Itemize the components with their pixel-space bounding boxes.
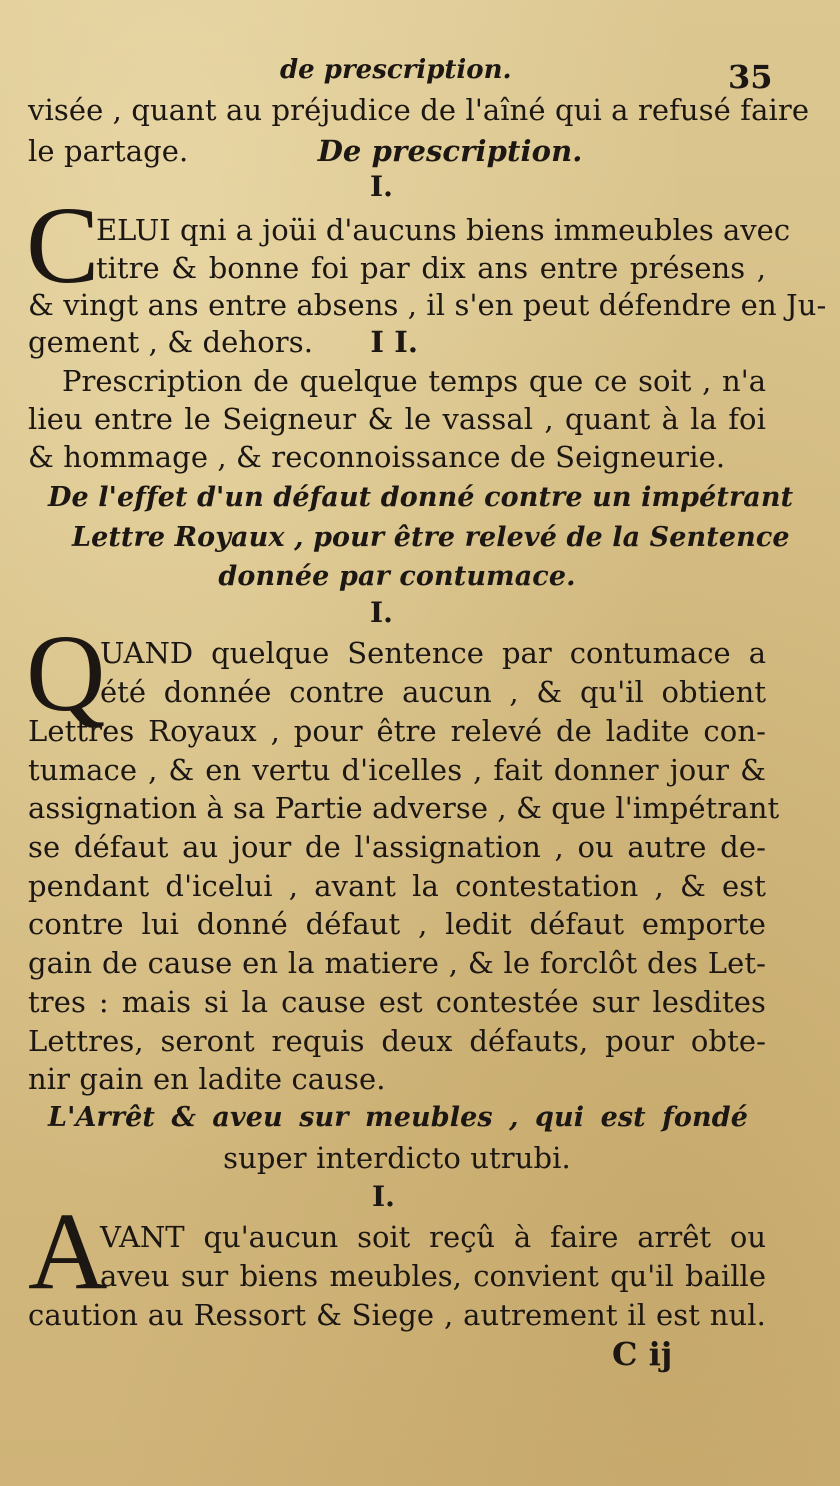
text-line: ELUI qni a joüi d'aucuns biens immeubles avec (96, 213, 791, 247)
text-line: & hommage , & reconnoissance de Seigneurie. (28, 440, 726, 474)
section-title: L'Arrêt & aveu sur meubles , qui est fondé (48, 1102, 748, 1133)
text-line (28, 324, 766, 360)
text-line: tumace , & en vertu d'icelles , fait donner jour & (28, 753, 766, 787)
running-head: de prescription. (280, 55, 512, 85)
text-fragment: le partage. (28, 134, 189, 168)
text-line: titre & bonne foi par dix ans entre présens , (96, 251, 766, 285)
text-line: & vingt ans entre absens , il s'en peut défendre en Ju- (28, 288, 827, 322)
signature-mark: C ij (612, 1335, 673, 1373)
section-title: super interdicto utrubi. (223, 1141, 571, 1175)
text-line: assignation à sa Partie adverse , & que l'impétrant (28, 791, 780, 825)
text-line: pendant d'icelui , avant la contestation , & est (28, 869, 766, 903)
text-line: tres : mais si la cause est contestée sur lesdites (28, 985, 766, 1019)
section-title: De l'effet d'un défaut donné contre un impétrant (48, 482, 794, 513)
text-line: visée , quant au préjudice de l'aîné qui a refusé faire (28, 93, 810, 127)
text-line: VANT qu'aucun soit reçû à faire arrêt ou (100, 1220, 766, 1254)
article-number: I I. (370, 325, 419, 359)
text-line: nir gain en ladite cause. (28, 1062, 386, 1096)
text-line: se défaut au jour de l'assignation , ou autre de- (28, 830, 766, 864)
article-number: I. (370, 170, 393, 203)
text-line (28, 133, 766, 169)
text-line: Prescription de quelque temps que ce soit , n'a (62, 364, 766, 398)
text-line: été donnée contre aucun , & qu'il obtient (100, 675, 766, 709)
article-number: I. (370, 596, 393, 629)
page-number: 35 (728, 58, 773, 96)
text-line: Lettres Royaux , pour être relevé de ladite con- (28, 714, 766, 748)
drop-cap: A (28, 1190, 108, 1312)
section-title: donnée par contumace. (218, 561, 576, 592)
article-number: I. (372, 1180, 395, 1213)
section-title: Lettre Royaux , pour être relevé de la Sentence (72, 522, 790, 553)
drop-cap: C (26, 184, 100, 306)
section-title: De prescription. (317, 134, 583, 168)
text-line: contre lui donné défaut , ledit défaut emporte (28, 907, 766, 941)
text-line: caution au Ressort & Siege , autrement il est nul. (28, 1298, 766, 1332)
text-line: UAND quelque Sentence par contumace a (100, 636, 766, 670)
text-line: gain de cause en la matiere , & le forclôt des Let- (28, 946, 766, 980)
text-line: aveu sur biens meubles, convient qu'il baille (100, 1259, 766, 1293)
drop-cap: Q (26, 612, 106, 734)
text-fragment: gement , & dehors. (28, 325, 314, 359)
text-line: Lettres, seront requis deux défauts, pour obte- (28, 1024, 766, 1058)
text-line: lieu entre le Seigneur & le vassal , quant à la foi (28, 402, 766, 436)
